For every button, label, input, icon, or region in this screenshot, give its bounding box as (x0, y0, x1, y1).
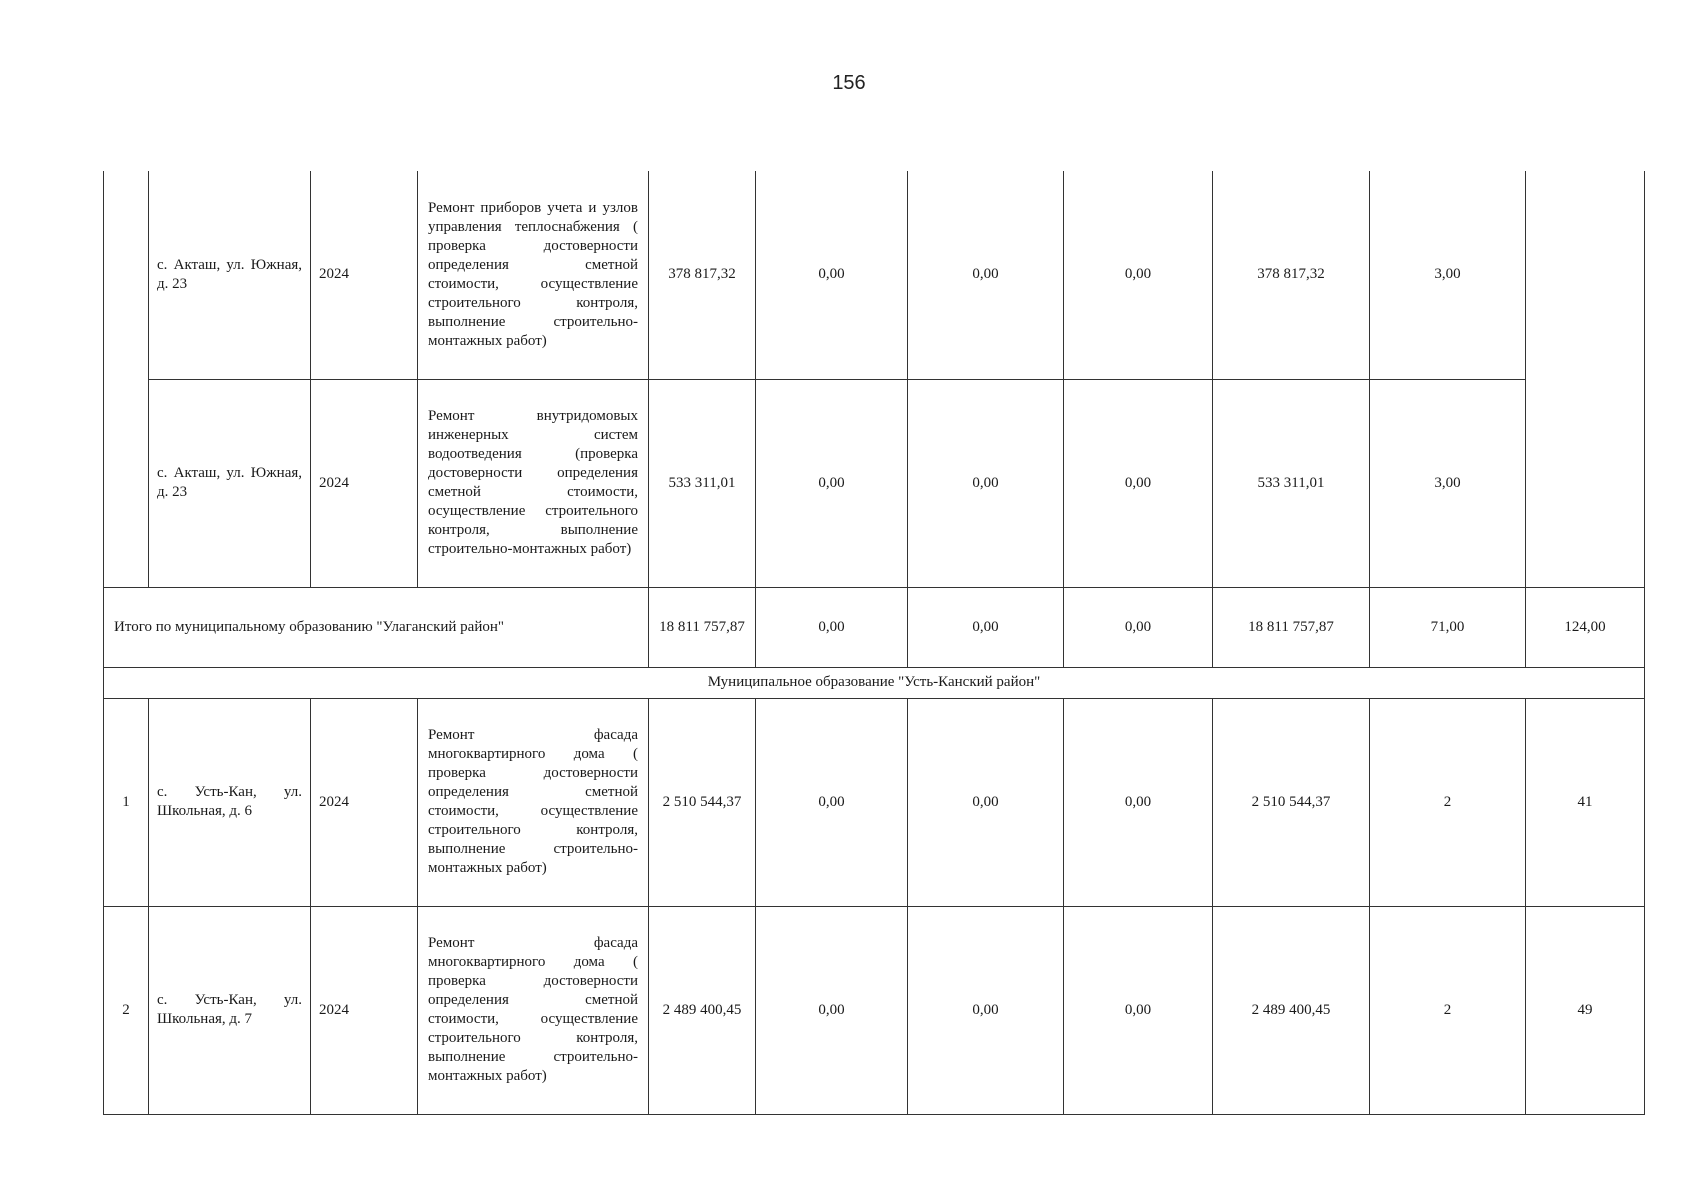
year-cell: 2024 (311, 906, 418, 1114)
cost-total-cell: 378 817,32 (649, 171, 756, 379)
address-cell: с. Акташ, ул. Южная, д. 23 (149, 171, 311, 379)
table-row (104, 906, 1645, 1114)
table-row (104, 379, 1645, 587)
fund-support-cell: 0,00 (756, 171, 908, 379)
budget-local-cell: 0,00 (1064, 906, 1213, 1114)
owners-funds-cell: 2 489 400,45 (1213, 906, 1370, 1114)
work-description-cell: Ремонт приборов учета и узлов управления теплоснабжения ( проверка достоверности определения сметной стоимости, осуществление строительного контроля, выполнение строительно-монтажных работ) (418, 171, 649, 379)
total-last-cell: 124,00 (1526, 587, 1645, 667)
num-cell: 1 (104, 698, 149, 906)
total-cost-cell: 18 811 757,87 (649, 587, 756, 667)
last-cell: 41 (1526, 698, 1645, 906)
unit-cost-cell: 3,00 (1370, 379, 1526, 587)
num-cell (104, 171, 149, 587)
fund-support-cell: 0,00 (756, 906, 908, 1114)
table-row (104, 171, 1645, 379)
cost-total-cell: 533 311,01 (649, 379, 756, 587)
budget-local-cell: 0,00 (1064, 171, 1213, 379)
year-cell: 2024 (311, 379, 418, 587)
cost-total-cell: 2 510 544,37 (649, 698, 756, 906)
table-row (104, 698, 1645, 906)
unit-cost-cell: 2 (1370, 698, 1526, 906)
address-cell: с. Усть-Кан, ул. Школьная, д. 7 (149, 906, 311, 1114)
work-description-cell: Ремонт внутридомовых инженерных систем водоотведения (проверка достоверности определения сметной стоимости, осуществление строительного контроля, выполнение строительно-монтажных работ) (418, 379, 649, 587)
budget-region-cell: 0,00 (908, 379, 1064, 587)
capital-repair-table (103, 171, 1645, 1115)
work-description-cell: Ремонт фасада многоквартирного дома ( проверка достоверности определения сметной стоимости, осуществление строительного контроля, выполнение строительно-монтажных работ) (418, 906, 649, 1114)
unit-cost-cell: 3,00 (1370, 171, 1526, 379)
total-budget-region-cell: 0,00 (908, 587, 1064, 667)
num-cell: 2 (104, 906, 149, 1114)
address-cell: с. Усть-Кан, ул. Школьная, д. 6 (149, 698, 311, 906)
budget-region-cell: 0,00 (908, 906, 1064, 1114)
year-cell: 2024 (311, 171, 418, 379)
section-header: Муниципальное образование "Усть-Канский район" (104, 667, 1645, 698)
work-description-cell: Ремонт фасада многоквартирного дома ( проверка достоверности определения сметной стоимости, осуществление строительного контроля, выполнение строительно-монтажных работ) (418, 698, 649, 906)
owners-funds-cell: 2 510 544,37 (1213, 698, 1370, 906)
last-cell (1526, 171, 1645, 587)
budget-region-cell: 0,00 (908, 171, 1064, 379)
budget-local-cell: 0,00 (1064, 379, 1213, 587)
budget-local-cell: 0,00 (1064, 698, 1213, 906)
total-owners-funds-cell: 18 811 757,87 (1213, 587, 1370, 667)
total-row (104, 587, 1645, 667)
fund-support-cell: 0,00 (756, 698, 908, 906)
total-budget-local-cell: 0,00 (1064, 587, 1213, 667)
address-cell: с. Акташ, ул. Южная, д. 23 (149, 379, 311, 587)
cost-total-cell: 2 489 400,45 (649, 906, 756, 1114)
owners-funds-cell: 533 311,01 (1213, 379, 1370, 587)
year-cell: 2024 (311, 698, 418, 906)
fund-support-cell: 0,00 (756, 379, 908, 587)
page-number: 156 (832, 72, 866, 94)
budget-region-cell: 0,00 (908, 698, 1064, 906)
last-cell: 49 (1526, 906, 1645, 1114)
section-header-row (104, 667, 1645, 698)
unit-cost-cell: 2 (1370, 906, 1526, 1114)
total-unit-cost-cell: 71,00 (1370, 587, 1526, 667)
owners-funds-cell: 378 817,32 (1213, 171, 1370, 379)
total-label: Итого по муниципальному образованию "Улаганский район" (104, 587, 649, 667)
total-fund-support-cell: 0,00 (756, 587, 908, 667)
